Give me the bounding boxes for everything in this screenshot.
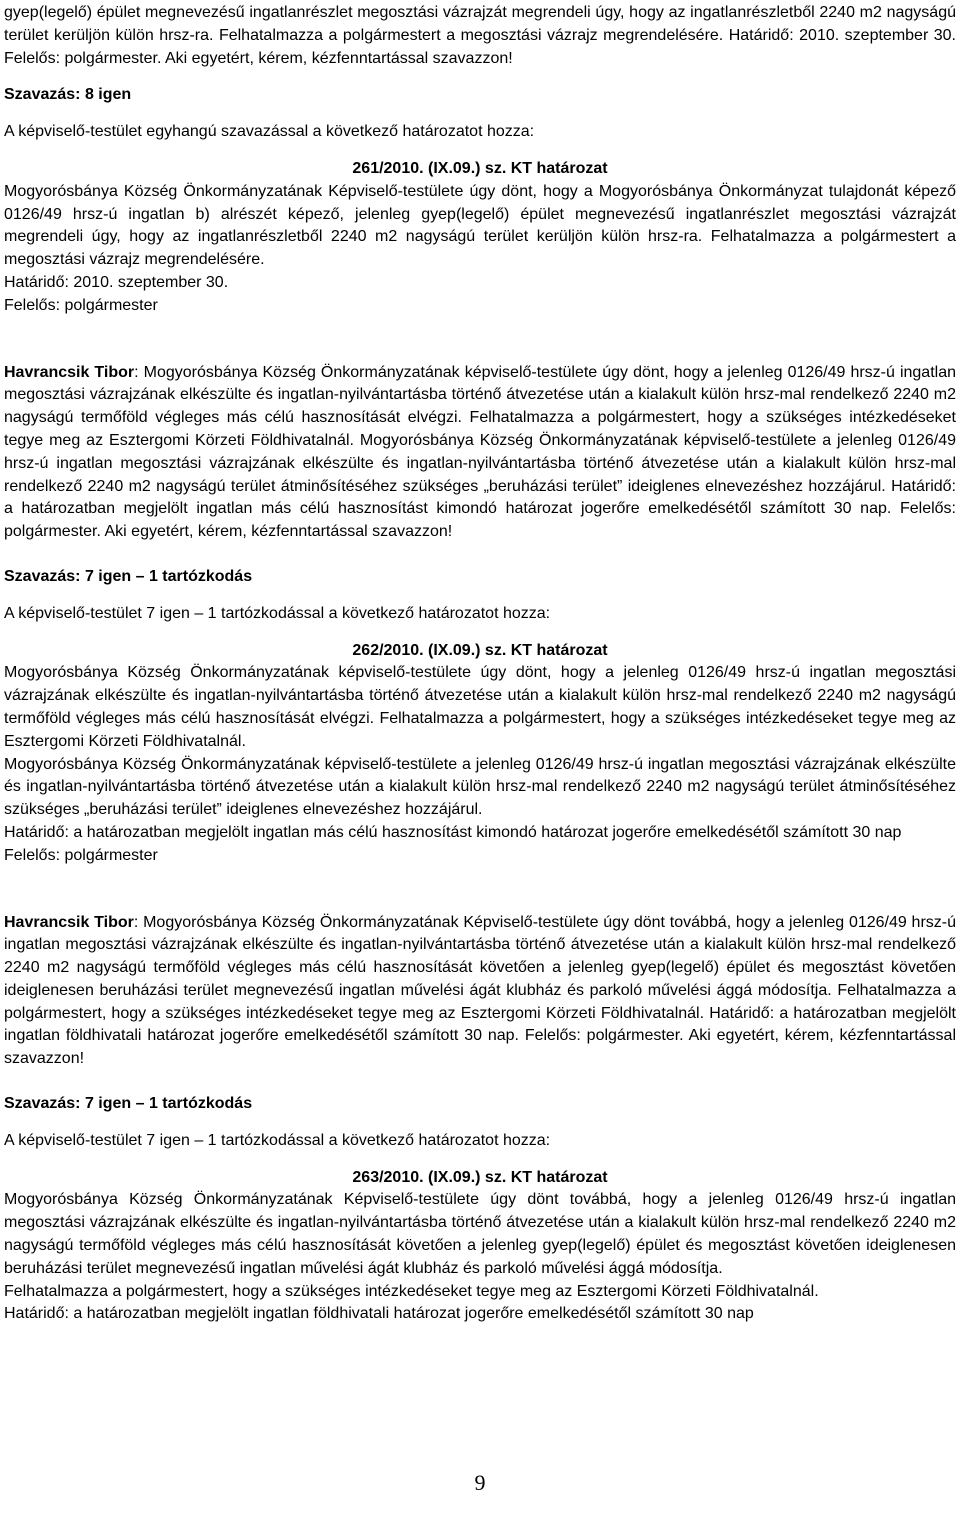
resolution-261: [4, 158, 956, 318]
speaker-name: Havrancsik Tibor: [4, 363, 135, 381]
resolution-body: Mogyorósbánya Község Önkormányzatának képviselő-testülete a jelenleg 0126/49 hrsz-ú ingatlan megosztási vázrajzának elkészülte és ingatlan-nyilvántartásba történő átvezetése után a kialakult külön hrsz-mal rendelkező 2240 m2 nagyságú terület átminősítéséhez szükséges „beruházási terület” ideiglenes elnevezéshez hozzájárul.: [4, 755, 956, 819]
resolution-body: Mogyorósbánya Község Önkormányzatának Képviselő-testülete úgy dönt továbbá, hogy a jelenleg 0126/49 hrsz-ú ingatlan megosztási vázrajzának elkészülte és ingatlan-nyilvántartásba történő átvezetése után a kialakult külön hrsz-mal rendelkező 2240 m2 nagyságú termőföld végleges más célú hasznosítását követően a jelenleg gyep(legelő) épület és megosztást követően ideiglenesen beruházási terület megnevezésű ingatlan művelési ágát klubház és parkoló művelési ággá módosítja.: [4, 1191, 956, 1277]
resolution-responsible: Felelős: polgármester: [4, 846, 158, 864]
vote-result-3: Szavazás: 7 igen – 1 tartózkodás: [4, 1095, 253, 1113]
vote-result-2: Szavazás: 7 igen – 1 tartózkodás: [4, 567, 253, 585]
resolution-title: 261/2010. (IX.09.) sz. KT határozat: [352, 159, 608, 177]
speech-paragraph-1: [4, 362, 956, 544]
resolution-262: [4, 640, 956, 868]
resolution-deadline: Határidő: a határozatban megjelölt ingatlan földhivatali határozat jogerőre emelkedésétől számított 30 nap: [4, 1305, 754, 1323]
resolution-body: Felhatalmazza a polgármestert, hogy a szükséges intézkedéseket tegye meg az Esztergomi Körzeti Földhivatalnál.: [4, 1282, 819, 1300]
resolution-body: Mogyorósbánya Község Önkormányzatának képviselő-testülete úgy dönt, hogy a jelenleg 0126/49 hrsz-ú ingatlan megosztási vázrajzának elkészülte és ingatlan-nyilvántartásba történő átvezetése után a kialakult külön hrsz-mal rendelkező 2240 m2 nagyságú termőföld végleges más célú hasznosítását elvégzi. Felhatalmazza a polgármestert, hogy a szükséges intézkedéseket tegye meg az Esztergomi Körzeti Földhivatalnál.: [4, 664, 956, 750]
resolution-deadline: Határidő: 2010. szeptember 30.: [4, 273, 229, 291]
resolution-title: 262/2010. (IX.09.) sz. KT határozat: [352, 641, 608, 659]
speech-paragraph-2: [4, 912, 956, 1072]
speech-text: : Mogyorósbánya Község Önkormányzatának képviselő-testülete úgy dönt, hogy a jelenleg 0126/49 hrsz-ú ingatlan megosztási vázrajzának elkészülte és ingatlan-nyilvántartásba történő átvezetése után a kialakult külön hrsz-mal rendelkező 2240 m2 nagyságú termőföld végleges más célú hasznosítását elvégzi. Felhatalmazza a polgármestert, hogy a szükséges intézkedéseket tegye meg az Esztergomi Körzeti Földhivatalnál. Mogyorósbánya Község Önkormányzatának képviselő-testülete a jelenleg 0126/49 hrsz-ú ingatlan megosztási vázrajzának elkészülte és ingatlan-nyilvántartásba történő átvezetése után a kialakult külön hrsz-mal rendelkező 2240 m2 nagyságú terület átminősítéséhez szükséges „beruházási terület” ideiglenes elnevezéshez hozzájárul. Határidő: a határozatban megjelölt ingatlan más célú hasznosítást kimondó határozat jogerőre emelkedésétől számított 30 nap. Felelős: polgármester. Aki egyetért, kérem, kézfenntartással szavazzon!: [4, 363, 956, 541]
decision-intro-3: A képviselő-testület 7 igen – 1 tartózkodással a következő határozatot hozza:: [4, 1131, 551, 1149]
resolution-title: 263/2010. (IX.09.) sz. KT határozat: [352, 1168, 608, 1186]
decision-intro-2: A képviselő-testület 7 igen – 1 tartózkodással a következő határozatot hozza:: [4, 604, 551, 622]
resolution-body: Mogyorósbánya Község Önkormányzatának Képviselő-testülete úgy dönt, hogy a Mogyorósbánya Önkormányzat tulajdonát képező 0126/49 hrsz-ú ingatlan b) alrészét képező, jelenleg gyep(legelő) épület megnevezésű ingatlanrészlet megosztási vázrajzát megrendeli úgy, hogy az ingatlanrészletből 2240 m2 nagyságú terület kerüljön külön hrsz-ra. Felhatalmazza a polgármestert a megosztási vázrajz megrendelésére.: [4, 182, 956, 269]
vote-result-1: Szavazás: 8 igen: [4, 86, 132, 104]
resolution-responsible: Felelős: polgármester: [4, 296, 158, 314]
resolution-263: [4, 1167, 956, 1327]
paragraph-intro: gyep(legelő) épület megnevezésű ingatlanrészlet megosztási vázrajzát megrendeli úgy, hogy az ingatlanrészletből 2240 m2 nagyságú terület kerüljön külön hrsz-ra. Felhatalmazza a polgármestert a megosztási vázrajz megrendelésére. Határidő: 2010. szeptember 30. Felelős: polgármester. Aki egyetért, kérem, kézfenntartással szavazzon!: [4, 4, 956, 67]
speech-text: : Mogyorósbánya Község Önkormányzatának Képviselő-testülete úgy dönt továbbá, hogy a jelenleg 0126/49 hrsz-ú ingatlan megosztási vázrajzának elkészülte és ingatlan-nyilvántartásba történő átvezetése után a kialakult külön hrsz-mal rendelkező 2240 m2 nagyságú termőföld végleges más célú hasznosítását követően a jelenleg gyep(legelő) épület és megosztást követően ideiglenesen beruházási terület megnevezésű ingatlan művelési ágát klubház és parkoló művelési ággá módosítja. Felhatalmazza a polgármestert, hogy a szükséges intézkedéseket tegye meg az Esztergomi Körzeti Földhivatalnál. Határidő: a határozatban megjelölt ingatlan földhivatali határozat jogerőre emelkedésétől számított 30 nap. Felelős: polgármester. Aki egyetért, kérem, kézfenntartással szavazzon!: [4, 913, 957, 1068]
speaker-name: Havrancsik Tibor: [4, 913, 134, 931]
decision-intro-1: A képviselő-testület egyhangú szavazással a következő határozatot hozza:: [4, 123, 535, 141]
page-number: 9: [474, 1470, 486, 1495]
resolution-deadline: Határidő: a határozatban megjelölt ingatlan más célú hasznosítást kimondó határozat jogerőre emelkedésétől számított 30 nap: [4, 823, 902, 841]
